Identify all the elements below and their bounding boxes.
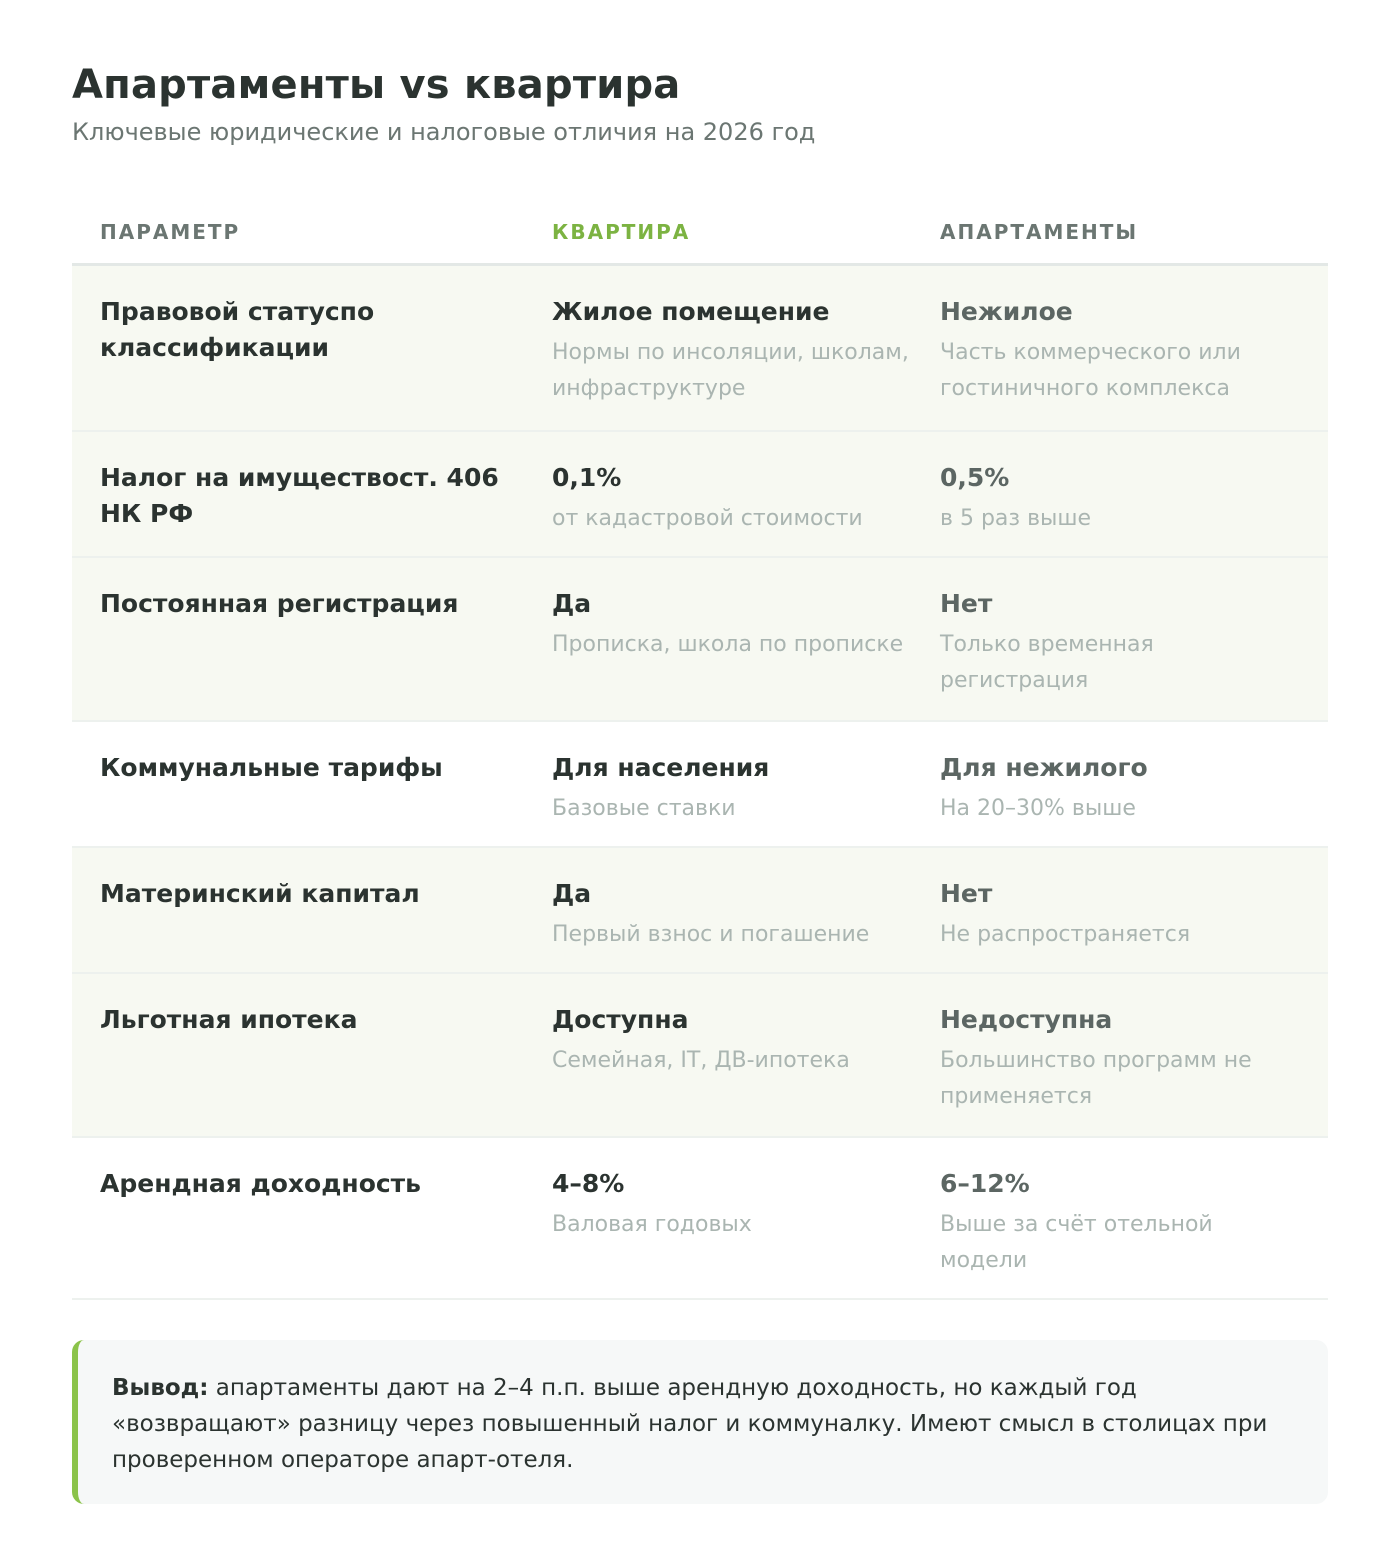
apartments-note: Часть коммерческого или гостиничного комплекса bbox=[940, 340, 1241, 401]
conclusion-text: апартаменты дают на 2–4 п.п. выше арендную доходность, но каждый год «возвращают» разницу через повышенный налог и коммуналку. Имеют смысл в столицах при проверенном операторе апарт-отеля. bbox=[112, 1375, 1268, 1473]
table-row-property-tax bbox=[72, 432, 1328, 558]
comparison-table bbox=[72, 200, 1328, 1300]
row-param: Правовой статуспо классификации bbox=[100, 297, 375, 362]
table-row-maternity-capital bbox=[72, 848, 1328, 974]
row-param: Коммунальные тарифы bbox=[100, 753, 443, 782]
row-param: Налог на имуществост. 406 НК РФ bbox=[100, 463, 499, 528]
apartments-value: 6–12% bbox=[940, 1169, 1030, 1198]
table-row-utility-tariffs bbox=[72, 722, 1328, 848]
column-header-parameter: ПАРАМЕТР bbox=[100, 219, 241, 244]
flat-value: Для населения bbox=[552, 753, 770, 782]
flat-value: Да bbox=[552, 589, 592, 618]
apartments-note: На 20–30% выше bbox=[940, 796, 1136, 821]
row-param: Арендная доходность bbox=[100, 1169, 421, 1198]
flat-note: Прописка, школа по прописке bbox=[552, 632, 904, 657]
apartments-value: Нежилое bbox=[940, 297, 1073, 326]
table-row-registration bbox=[72, 558, 1328, 722]
flat-value: Жилое помещение bbox=[552, 297, 830, 326]
row-param: Постоянная регистрация bbox=[100, 589, 459, 618]
flat-note: Базовые ставки bbox=[552, 796, 736, 821]
column-header-flat: КВАРТИРА bbox=[552, 219, 691, 244]
apartments-note: в 5 раз выше bbox=[940, 506, 1092, 531]
column-header-apartments: АПАРТАМЕНТЫ bbox=[940, 219, 1139, 244]
flat-value: 0,1% bbox=[552, 463, 622, 492]
flat-note: от кадастровой стоимости bbox=[552, 506, 863, 531]
flat-value: Доступна bbox=[552, 1005, 689, 1034]
flat-note: Нормы по инсоляции, школам, инфраструктуре bbox=[552, 340, 909, 401]
apartments-note: Только временная регистрация bbox=[940, 632, 1154, 693]
conclusion-callout bbox=[72, 1340, 1328, 1504]
table-row-rental-yield bbox=[72, 1138, 1328, 1300]
table-row-preferential-mortgage bbox=[72, 974, 1328, 1138]
flat-note: Валовая годовых bbox=[552, 1212, 752, 1237]
page-title: Апартаменты vs квартира bbox=[72, 62, 681, 108]
flat-note: Первый взнос и погашение bbox=[552, 922, 870, 947]
apartments-value: Нет bbox=[940, 589, 993, 618]
apartments-note: Не распространяется bbox=[940, 922, 1191, 947]
apartments-value: Для нежилого bbox=[940, 753, 1148, 782]
flat-note: Семейная, IT, ДВ-ипотека bbox=[552, 1048, 850, 1073]
flat-value: Да bbox=[552, 879, 592, 908]
apartments-note: Выше за счёт отельной модели bbox=[940, 1212, 1213, 1273]
page-subtitle: Ключевые юридические и налоговые отличия на 2026 год bbox=[72, 118, 816, 146]
table-row-legal-status bbox=[72, 266, 1328, 432]
row-param: Материнский капитал bbox=[100, 879, 420, 908]
apartments-value: Нет bbox=[940, 879, 993, 908]
flat-value: 4–8% bbox=[552, 1169, 625, 1198]
apartments-note: Большинство программ не применяется bbox=[940, 1048, 1252, 1109]
apartments-value: 0,5% bbox=[940, 463, 1010, 492]
row-param: Льготная ипотека bbox=[100, 1005, 358, 1034]
apartments-value: Недоступна bbox=[940, 1005, 1113, 1034]
conclusion-label: Вывод: bbox=[112, 1375, 209, 1401]
table-header bbox=[72, 200, 1328, 266]
